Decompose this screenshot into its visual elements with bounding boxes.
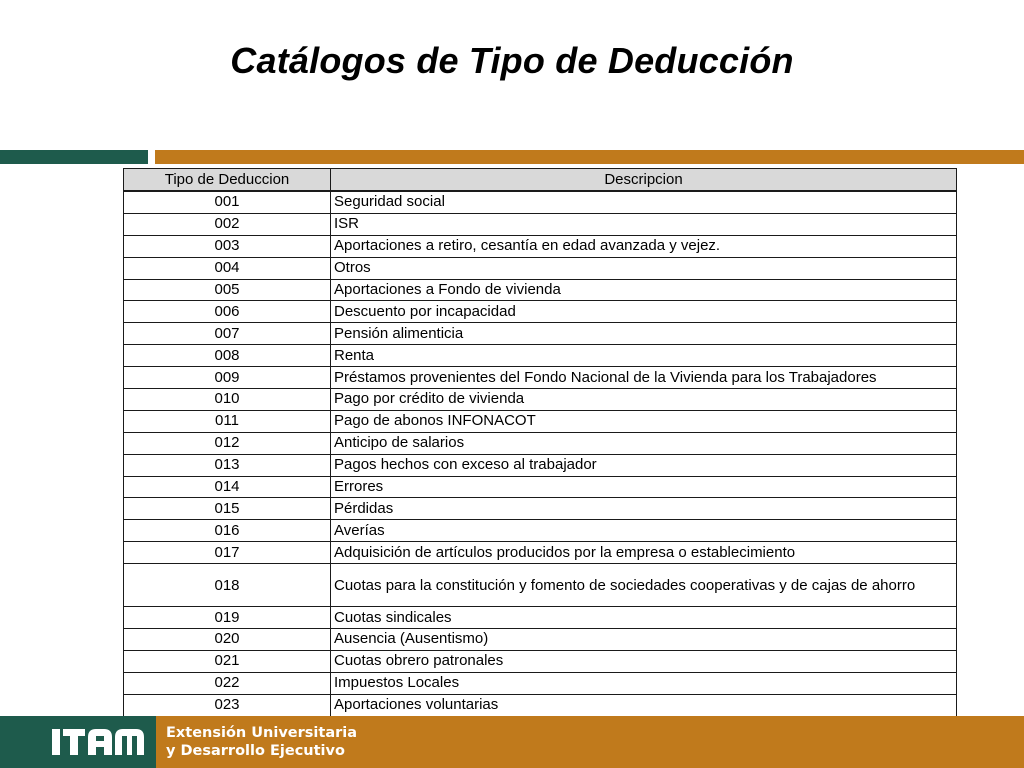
deduction-description-cell: Cuotas para la constitución y fomento de sociedades cooperativas y de cajas de ahorro xyxy=(331,564,957,607)
deduction-description-cell: ISR xyxy=(331,213,957,235)
itam-logo-icon xyxy=(52,725,144,759)
header-tipo-de-deduccion: Tipo de Deduccion xyxy=(124,169,331,192)
deduction-code-cell: 019 xyxy=(124,607,331,629)
header-descripcion: Descripcion xyxy=(331,169,957,192)
deduction-description-cell: Otros xyxy=(331,257,957,279)
deduction-description-cell: Pérdidas xyxy=(331,498,957,520)
decorative-band-green xyxy=(0,150,148,164)
table-row xyxy=(124,279,957,301)
deduction-code-cell: 006 xyxy=(124,301,331,323)
deduction-type-table xyxy=(123,168,957,717)
decorative-band-orange xyxy=(155,150,1024,164)
deduction-code-cell: 004 xyxy=(124,257,331,279)
deduction-description-cell: Anticipo de salarios xyxy=(331,432,957,454)
deduction-code-cell: 015 xyxy=(124,498,331,520)
deduction-description-cell: Averías xyxy=(331,520,957,542)
slide-title: Catálogos de Tipo de Deducción xyxy=(230,40,794,81)
table-row xyxy=(124,389,957,411)
table-row xyxy=(124,476,957,498)
table-row xyxy=(124,454,957,476)
deduction-description-cell: Pago por crédito de vivienda xyxy=(331,389,957,411)
table-row xyxy=(124,694,957,716)
footer-line-2: y Desarrollo Ejecutivo xyxy=(166,743,345,759)
table-header-row xyxy=(124,169,957,192)
deduction-description-cell: Pagos hechos con exceso al trabajador xyxy=(331,454,957,476)
table-row xyxy=(124,323,957,345)
deduction-code-cell: 012 xyxy=(124,432,331,454)
deduction-description-cell: Seguridad social xyxy=(331,191,957,213)
deduction-code-cell: 013 xyxy=(124,454,331,476)
deduction-code-cell: 014 xyxy=(124,476,331,498)
table-row xyxy=(124,542,957,564)
deduction-description-cell: Descuento por incapacidad xyxy=(331,301,957,323)
deduction-code-cell: 021 xyxy=(124,650,331,672)
table-row xyxy=(124,607,957,629)
deduction-code-cell: 016 xyxy=(124,520,331,542)
deduction-code-cell: 018 xyxy=(124,564,331,607)
footer-institution-text xyxy=(166,724,357,760)
table-row xyxy=(124,367,957,389)
table-row xyxy=(124,410,957,432)
footer-bar xyxy=(0,716,1024,768)
table-row xyxy=(124,650,957,672)
deduction-code-cell: 009 xyxy=(124,367,331,389)
table-row xyxy=(124,345,957,367)
deduction-description-cell: Aportaciones a Fondo de vivienda xyxy=(331,279,957,301)
deduction-code-cell: 008 xyxy=(124,345,331,367)
deduction-description-cell: Ausencia (Ausentismo) xyxy=(331,629,957,651)
deduction-description-cell: Cuotas sindicales xyxy=(331,607,957,629)
table-row xyxy=(124,432,957,454)
table-row xyxy=(124,498,957,520)
deduction-description-cell: Aportaciones voluntarias xyxy=(331,694,957,716)
footer-line-1: Extensión Universitaria xyxy=(166,725,358,741)
deduction-table-container xyxy=(123,168,956,717)
deduction-description-cell: Adquisición de artículos producidos por la empresa o establecimiento xyxy=(331,542,957,564)
table-row xyxy=(124,629,957,651)
deduction-code-cell: 017 xyxy=(124,542,331,564)
deduction-code-cell: 003 xyxy=(124,235,331,257)
deduction-code-cell: 005 xyxy=(124,279,331,301)
table-row xyxy=(124,301,957,323)
deduction-code-cell: 011 xyxy=(124,410,331,432)
table-row xyxy=(124,564,957,607)
table-row xyxy=(124,257,957,279)
deduction-code-cell: 002 xyxy=(124,213,331,235)
deduction-code-cell: 007 xyxy=(124,323,331,345)
table-row xyxy=(124,213,957,235)
deduction-code-cell: 020 xyxy=(124,629,331,651)
itam-logo xyxy=(52,725,144,759)
table-body xyxy=(124,191,957,716)
deduction-description-cell: Pago de abonos INFONACOT xyxy=(331,410,957,432)
table-row xyxy=(124,191,957,213)
table-row xyxy=(124,672,957,694)
deduction-code-cell: 010 xyxy=(124,389,331,411)
deduction-description-cell: Cuotas obrero patronales xyxy=(331,650,957,672)
deduction-description-cell: Impuestos Locales xyxy=(331,672,957,694)
deduction-code-cell: 023 xyxy=(124,694,331,716)
deduction-description-cell: Pensión alimenticia xyxy=(331,323,957,345)
deduction-description-cell: Préstamos provenientes del Fondo Nacional de la Vivienda para los Trabajadores xyxy=(331,367,957,389)
deduction-description-cell: Renta xyxy=(331,345,957,367)
deduction-description-cell: Errores xyxy=(331,476,957,498)
table-row xyxy=(124,235,957,257)
deduction-code-cell: 022 xyxy=(124,672,331,694)
deduction-code-cell: 001 xyxy=(124,191,331,213)
table-row xyxy=(124,520,957,542)
deduction-description-cell: Aportaciones a retiro, cesantía en edad avanzada y vejez. xyxy=(331,235,957,257)
